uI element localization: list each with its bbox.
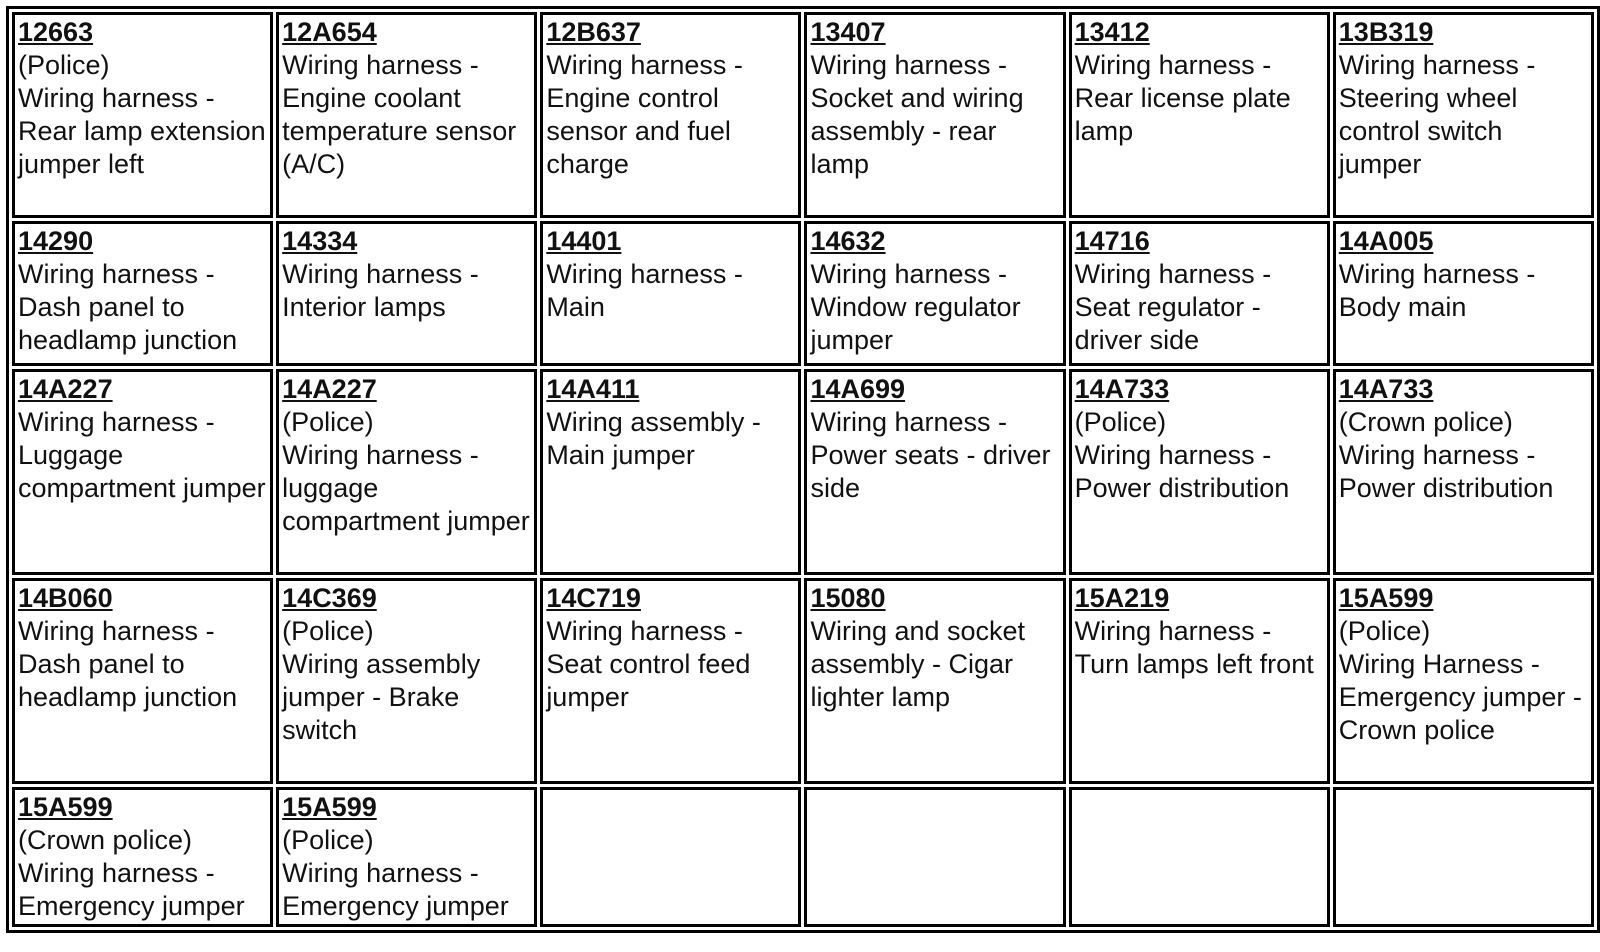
part-number-link[interactable]: 14A227 [282, 374, 377, 404]
empty-cell [540, 787, 801, 927]
harness-cell [540, 12, 801, 218]
part-description: Wiring Harness - Emergency jumper - Crown police [1338, 649, 1582, 745]
part-description: Wiring harness - Rear lamp extension jumper left [18, 83, 266, 179]
part-description: Wiring harness - Body main [1338, 259, 1536, 322]
harness-cell [12, 369, 273, 575]
part-number-link[interactable]: 13407 [810, 17, 886, 47]
part-description: Wiring harness - Turn lamps left front [1074, 616, 1314, 679]
table-row [12, 12, 1594, 218]
empty-cell [1333, 787, 1594, 927]
part-number-link[interactable]: 12A654 [282, 17, 377, 47]
part-description: Wiring harness - Steering wheel control switch jumper [1338, 50, 1536, 179]
part-description: Wiring harness - Main [546, 259, 743, 322]
wiring-harness-table [6, 6, 1600, 933]
part-description: Wiring harness - Emergency jumper [282, 858, 509, 921]
part-number-link[interactable]: 14A733 [1074, 374, 1170, 404]
harness-cell [540, 221, 801, 366]
table-body [12, 12, 1594, 927]
harness-cell [276, 578, 537, 784]
part-description: (Police) [18, 50, 110, 80]
part-description: Wiring harness - luggage compartment jumper [282, 440, 530, 536]
part-description: Wiring harness - Dash panel to headlamp junction [18, 259, 238, 355]
harness-cell [804, 578, 1065, 784]
harness-cell [276, 12, 537, 218]
part-description: Wiring harness - Dash panel to headlamp junction [18, 616, 238, 712]
part-number-link[interactable]: 14A411 [546, 374, 640, 404]
part-number-link[interactable]: 14716 [1074, 226, 1150, 256]
harness-cell [1069, 369, 1330, 575]
part-description: Wiring harness - Emergency jumper [18, 858, 245, 921]
table-row [12, 787, 1594, 927]
part-description: Wiring harness - Socket and wiring assembly - rear lamp [810, 50, 1024, 179]
part-number-link[interactable]: 14A227 [18, 374, 113, 404]
part-description: Wiring and socket assembly - Cigar lighter lamp [810, 616, 1026, 712]
part-description: Wiring harness - Seat control feed jumper [546, 616, 751, 712]
part-number-link[interactable]: 14A005 [1338, 226, 1434, 256]
part-number-link[interactable]: 15A599 [1338, 583, 1434, 613]
harness-cell [1069, 578, 1330, 784]
part-number-link[interactable]: 14334 [282, 226, 358, 256]
part-description: Wiring harness - Engine coolant temperature sensor (A/C) [282, 50, 517, 179]
part-number-link[interactable]: 14C719 [546, 583, 641, 613]
page [6, 6, 1600, 933]
harness-cell [1333, 369, 1594, 575]
part-number-link[interactable]: 15A599 [282, 792, 377, 822]
harness-cell [804, 12, 1065, 218]
part-number-link[interactable]: 13B319 [1338, 17, 1434, 47]
harness-cell [540, 578, 801, 784]
table-row [12, 578, 1594, 784]
harness-cell [1333, 12, 1594, 218]
harness-cell [12, 221, 273, 366]
part-number-link[interactable]: 14A699 [810, 374, 906, 404]
table-row [12, 369, 1594, 575]
harness-cell [12, 12, 273, 218]
part-description: (Police) [282, 825, 374, 855]
part-description: Wiring harness - Interior lamps [282, 259, 479, 322]
part-description: Wiring harness - Power distribution [1074, 440, 1290, 503]
part-description: (Police) [282, 407, 374, 437]
part-description: (Police) [1074, 407, 1167, 437]
part-description: (Crown police) [18, 825, 193, 855]
harness-cell [1069, 221, 1330, 366]
part-number-link[interactable]: 14A733 [1338, 374, 1434, 404]
part-description: Wiring assembly jumper - Brake switch [282, 649, 481, 745]
part-description: Wiring harness - Luggage compartment jumper [18, 407, 266, 503]
harness-cell [276, 221, 537, 366]
part-description: Wiring harness - Power distribution [1338, 440, 1554, 503]
part-number-link[interactable]: 12663 [18, 17, 94, 47]
part-description: Wiring harness - Engine control sensor and fuel charge [546, 50, 743, 179]
harness-cell [1333, 221, 1594, 366]
part-number-link[interactable]: 14B060 [18, 583, 113, 613]
harness-cell [12, 578, 273, 784]
table-row [12, 221, 1594, 366]
part-number-link[interactable]: 15080 [810, 583, 886, 613]
part-description: (Police) [282, 616, 374, 646]
part-number-link[interactable]: 14632 [810, 226, 886, 256]
harness-cell [804, 369, 1065, 575]
harness-cell [540, 369, 801, 575]
part-description: Wiring harness - Seat regulator - driver side [1074, 259, 1272, 355]
harness-cell [804, 221, 1065, 366]
harness-cell [1333, 578, 1594, 784]
part-number-link[interactable]: 15A599 [18, 792, 113, 822]
part-number-link[interactable]: 14C369 [282, 583, 377, 613]
part-number-link[interactable]: 12B637 [546, 17, 641, 47]
part-number-link[interactable]: 13412 [1074, 17, 1150, 47]
empty-cell [1069, 787, 1330, 927]
part-description: Wiring harness - Rear license plate lamp [1074, 50, 1291, 146]
part-description: (Police) [1338, 616, 1431, 646]
part-description: Wiring harness - Window regulator jumper [810, 259, 1021, 355]
harness-cell [12, 787, 273, 927]
part-number-link[interactable]: 14401 [546, 226, 622, 256]
part-number-link[interactable]: 15A219 [1074, 583, 1170, 613]
harness-cell [276, 369, 537, 575]
harness-cell [276, 787, 537, 927]
part-description: Wiring assembly - Main jumper [546, 407, 761, 470]
part-description: (Crown police) [1338, 407, 1513, 437]
harness-cell [1069, 12, 1330, 218]
empty-cell [804, 787, 1065, 927]
part-number-link[interactable]: 14290 [18, 226, 94, 256]
part-description: Wiring harness - Power seats - driver side [810, 407, 1051, 503]
